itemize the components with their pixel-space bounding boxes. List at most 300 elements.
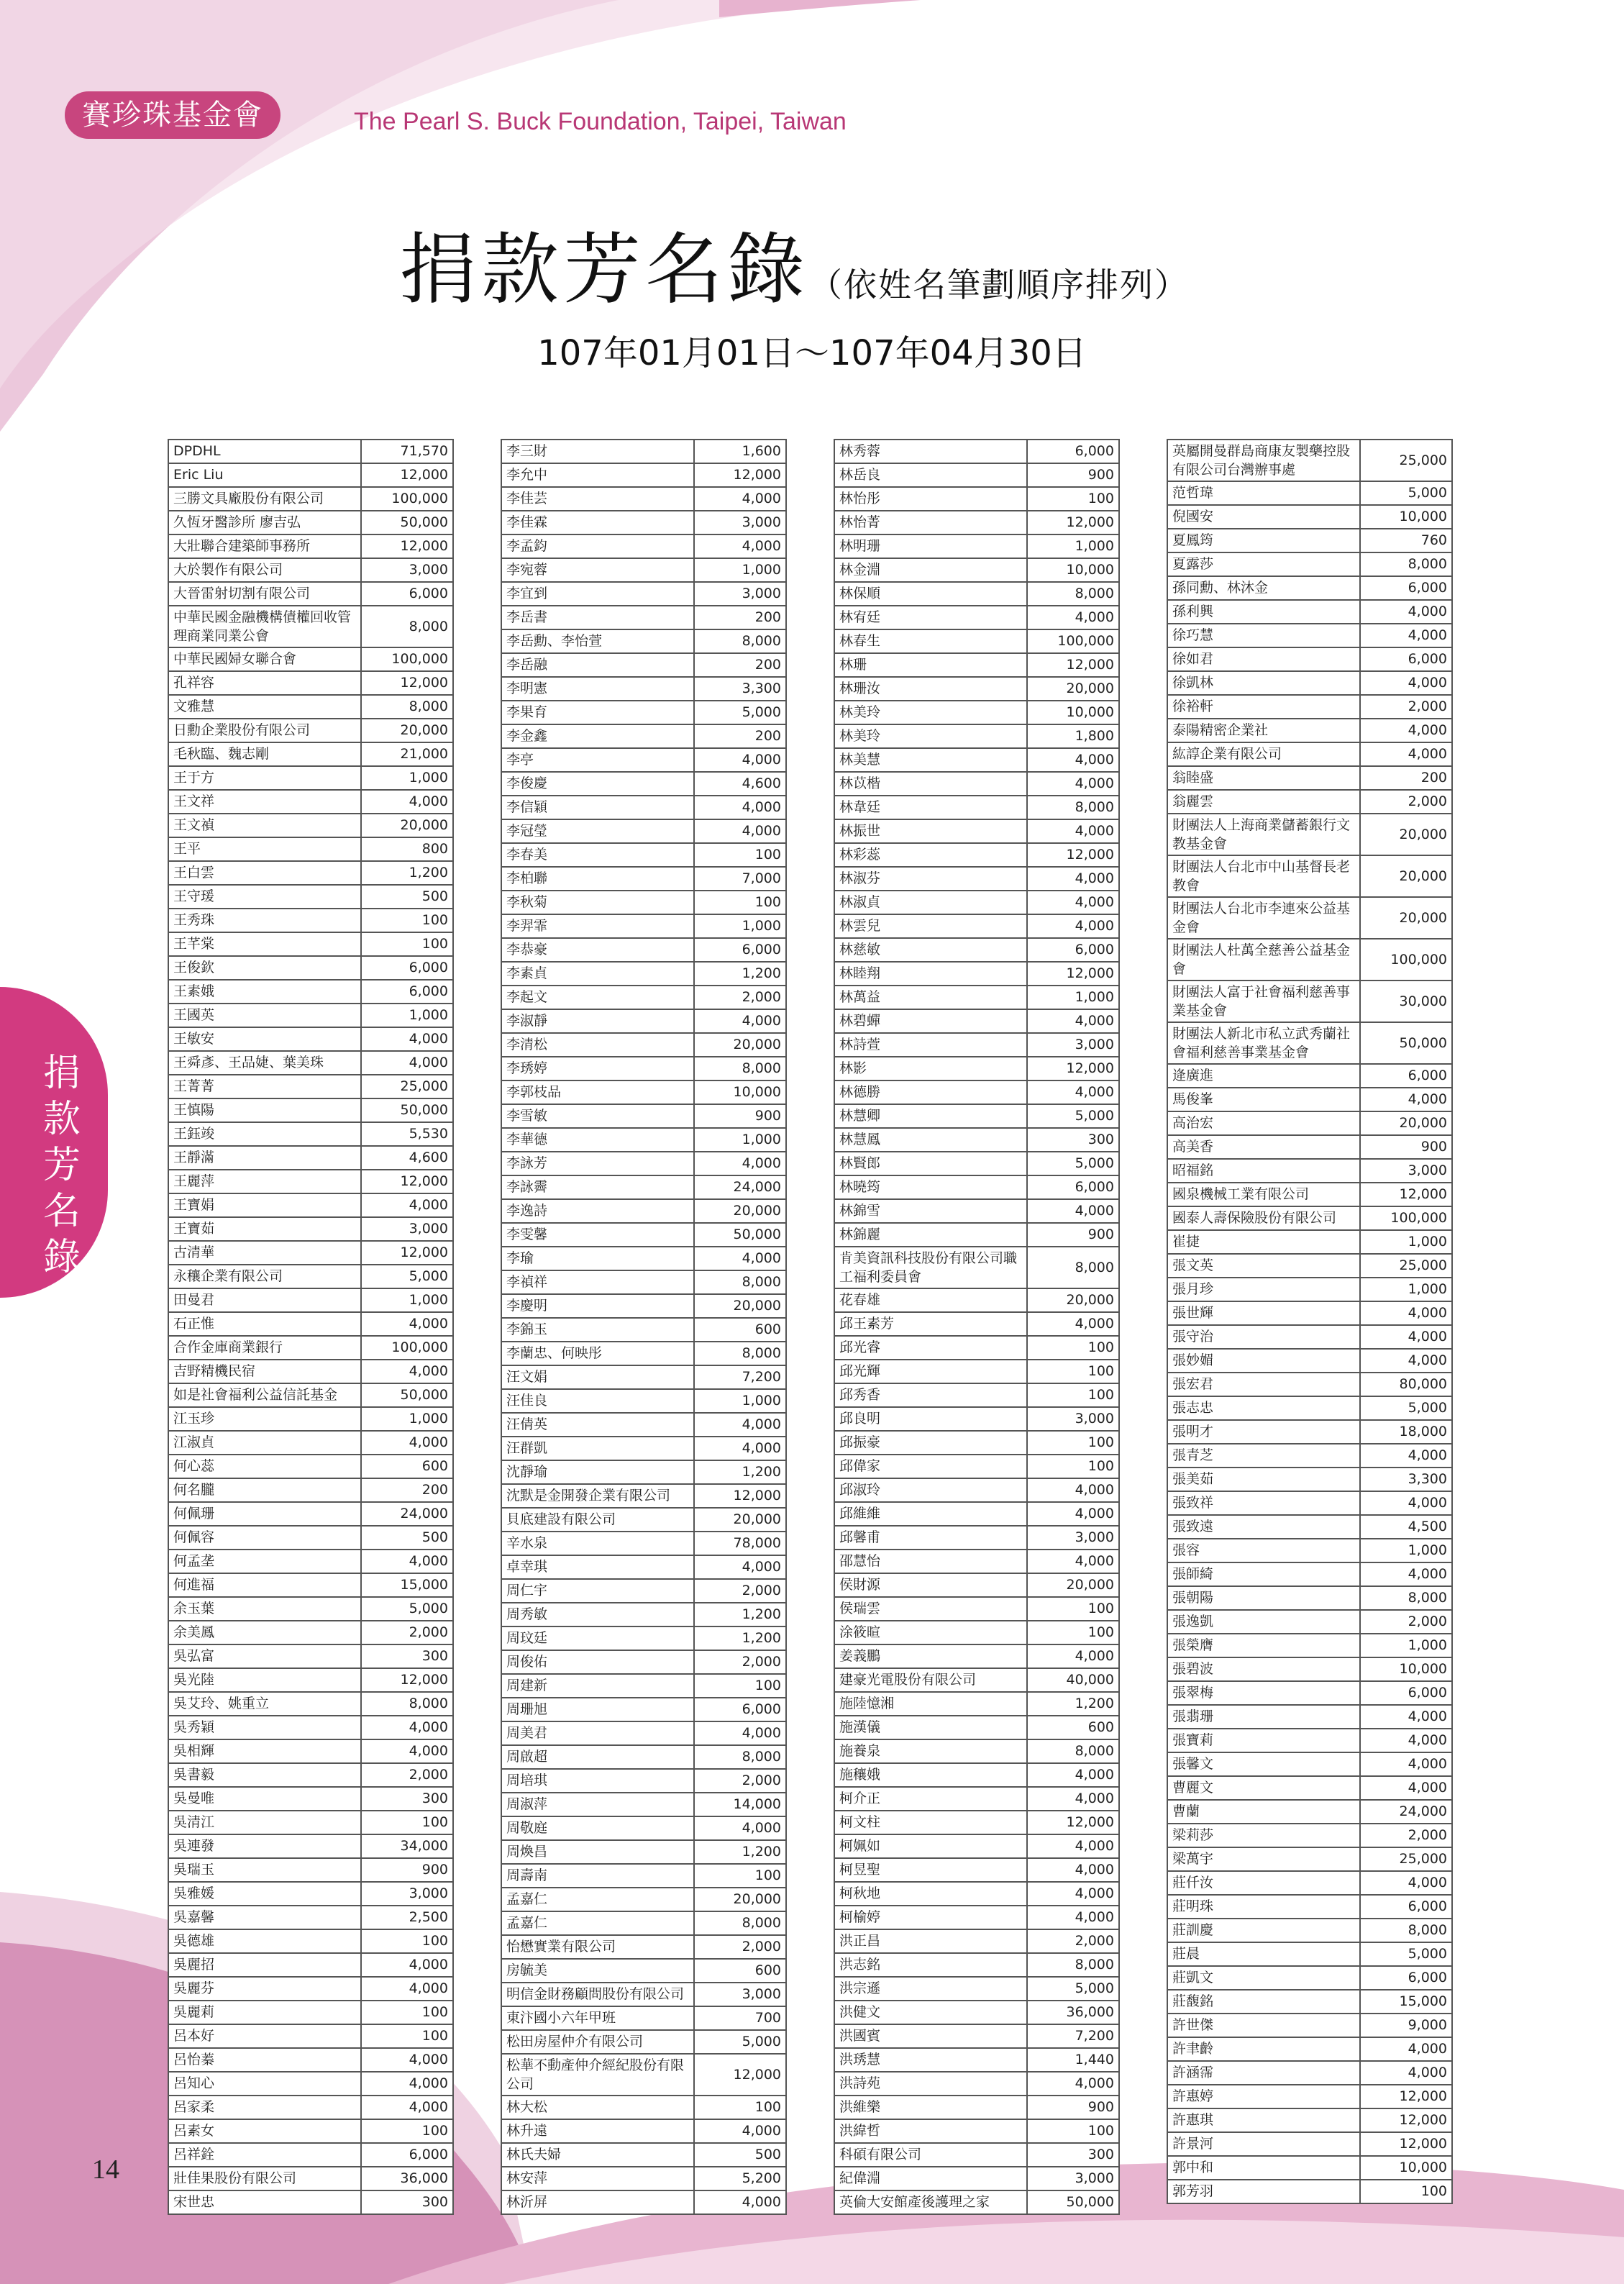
donor-name: 林淑芬 (835, 868, 1028, 890)
donor-name: 王菁菁 (169, 1075, 362, 1098)
donor-name: 余玉葉 (169, 1598, 362, 1620)
donor-row (835, 986, 1118, 1010)
donor-row (502, 963, 785, 986)
donor-row (835, 1716, 1118, 1740)
donor-name: 合作金庫商業銀行 (169, 1337, 362, 1359)
donation-amount: 100 (1420, 2183, 1447, 2199)
donor-row (502, 939, 785, 963)
donor-row (1168, 767, 1451, 791)
donation-amount: 600 (754, 1321, 781, 1337)
donor-name: 張朝陽 (1168, 1587, 1361, 1609)
donor-row (502, 464, 785, 488)
donor-row (1168, 1943, 1451, 1967)
donation-amount: 900 (754, 1108, 781, 1124)
donor-name: 張致遠 (1168, 1516, 1361, 1538)
donor-name: 張世輝 (1168, 1302, 1361, 1324)
donation-amount: 800 (421, 841, 448, 857)
donor-row (502, 583, 785, 606)
donor-name: 吳德雄 (169, 1930, 362, 1952)
donor-row (835, 1247, 1118, 1289)
donation-amount: 4,000 (1408, 1091, 1447, 1107)
donation-amount: 5,000 (742, 704, 781, 720)
donation-amount: 200 (1420, 770, 1447, 786)
donor-row (835, 1574, 1118, 1598)
donation-amount: 4,000 (1075, 2075, 1114, 2091)
donor-name: 花春雄 (835, 1289, 1028, 1311)
donation-amount: 4,000 (1075, 752, 1114, 768)
donation-amount: 20,000 (400, 817, 448, 833)
donation-amount: 2,000 (742, 1773, 781, 1788)
donor-row (502, 1675, 785, 1698)
donor-row (1168, 814, 1451, 856)
donor-name: 王于方 (169, 767, 362, 789)
donor-row (502, 1129, 785, 1152)
donation-amount: 300 (1087, 2147, 1114, 2162)
donation-amount: 12,000 (400, 675, 448, 691)
donation-amount: 15,000 (1399, 1993, 1447, 2009)
donation-amount: 1,000 (1075, 989, 1114, 1005)
donation-amount: 100 (421, 2004, 448, 2020)
donation-amount: 8,000 (1075, 1260, 1114, 1275)
donor-row (835, 1360, 1118, 1384)
donor-name: 李明憲 (502, 678, 695, 700)
donor-name: 李金鑫 (502, 725, 695, 747)
donation-amount: 4,000 (409, 2099, 448, 2115)
donor-row (502, 1414, 785, 1437)
donation-amount: 4,000 (409, 1719, 448, 1735)
donation-amount: 1,200 (742, 1464, 781, 1480)
donation-amount: 4,000 (1075, 1203, 1114, 1219)
donor-name: 李宛蓉 (502, 559, 695, 581)
donor-name: 吳相輝 (169, 1740, 362, 1762)
donor-row (502, 915, 785, 939)
donor-name: 高美香 (1168, 1136, 1361, 1158)
donor-name: 江玉珍 (169, 1408, 362, 1430)
donor-name: 三勝文具廠股份有限公司 (169, 488, 362, 510)
donor-row (169, 1099, 452, 1123)
donor-name: 吳書毅 (169, 1764, 362, 1786)
donor-row (1168, 1350, 1451, 1373)
donation-amount: 4,000 (1408, 627, 1447, 643)
donor-name: 李瑜 (502, 1247, 695, 1270)
donor-row (169, 488, 452, 511)
donor-name: 吳連發 (169, 1835, 362, 1857)
donation-amount: 300 (421, 1791, 448, 1806)
donor-row (1168, 1444, 1451, 1468)
donation-amount: 100,000 (1390, 1210, 1447, 1226)
donor-name: 林詩萱 (835, 1034, 1028, 1056)
donation-amount: 12,000 (400, 1173, 448, 1189)
donor-name: 林彩蕊 (835, 844, 1028, 866)
donor-name: 科碩有限公司 (835, 2144, 1028, 2166)
donation-amount: 36,000 (400, 2170, 448, 2186)
donor-row (169, 1669, 452, 1693)
donor-column-4 (1167, 439, 1453, 2204)
donation-amount: 100 (421, 1933, 448, 1949)
donor-name: 林雲兒 (835, 915, 1028, 937)
donation-amount: 4,000 (1408, 1875, 1447, 1891)
donor-name: 莊明珠 (1168, 1896, 1361, 1918)
donation-amount: 2,000 (409, 1767, 448, 1783)
donor-row (835, 1669, 1118, 1693)
donation-amount: 600 (754, 1962, 781, 1978)
donor-row (169, 1123, 452, 1147)
donor-name: 李亭 (502, 749, 695, 771)
donor-name: 洪國賓 (835, 2025, 1028, 2047)
donor-row (502, 678, 785, 701)
donor-name: 李冠瑩 (502, 820, 695, 842)
donor-name: 李柏聯 (502, 868, 695, 890)
donor-name: 李岳勳、李怡萱 (502, 630, 695, 652)
donor-row (169, 743, 452, 767)
donor-row (169, 1574, 452, 1598)
donor-name: 王靜滿 (169, 1147, 362, 1169)
donor-row (169, 535, 452, 559)
donor-name: 周玟廷 (502, 1627, 695, 1650)
donation-amount: 4,000 (742, 1559, 781, 1575)
donor-name: 大於製作有限公司 (169, 559, 362, 581)
donation-amount: 100 (421, 2123, 448, 2139)
donor-name: 洪緯哲 (835, 2120, 1028, 2142)
donor-name: 許惠婷 (1168, 2085, 1361, 2108)
donor-name: 王麗萍 (169, 1170, 362, 1193)
donor-name: 翁麗雲 (1168, 791, 1361, 813)
donor-name: 李春美 (502, 844, 695, 866)
donor-row (1168, 1990, 1451, 2014)
donation-amount: 8,000 (1408, 556, 1447, 572)
donor-row (169, 1645, 452, 1669)
donation-amount: 8,000 (1075, 586, 1114, 601)
donor-name: 李錦玉 (502, 1319, 695, 1341)
donor-row (835, 1764, 1118, 1788)
donor-row (835, 1645, 1118, 1669)
donor-name: 呂怡蓁 (169, 2049, 362, 2071)
donor-name: 李恭豪 (502, 939, 695, 961)
org-badge: 賽珍珠基金會 (65, 91, 280, 139)
donor-row (169, 1052, 452, 1075)
donation-amount: 5,530 (409, 1126, 448, 1142)
donor-row (169, 909, 452, 933)
page-title (399, 207, 1189, 319)
donor-row (169, 672, 452, 696)
donor-row (1168, 2109, 1451, 2133)
donor-row (502, 820, 785, 844)
donor-row (502, 1366, 785, 1390)
donor-row (169, 719, 452, 743)
donor-name: 呂知心 (169, 2073, 362, 2095)
donation-amount: 4,000 (742, 1820, 781, 1836)
donor-name: 李孟鈞 (502, 535, 695, 558)
donor-row (502, 1651, 785, 1675)
donation-amount: 12,000 (1399, 2112, 1447, 2128)
donation-amount: 500 (421, 1529, 448, 1545)
donor-name: 柯昱聖 (835, 1859, 1028, 1881)
donor-name: 孟嘉仁 (502, 1912, 695, 1934)
donor-row (169, 559, 452, 583)
donor-name: 邱秀香 (835, 1384, 1028, 1406)
donor-row (1168, 2133, 1451, 2157)
donation-amount: 300 (421, 2194, 448, 2210)
donor-name: 李禎祥 (502, 1271, 695, 1293)
donation-amount: 5,000 (742, 2034, 781, 2049)
donor-name: 文雅慧 (169, 696, 362, 718)
donor-name: 王白雲 (169, 862, 362, 884)
donation-amount: 4,000 (1075, 870, 1114, 886)
donor-row (169, 1384, 452, 1408)
donor-row (502, 1960, 785, 1983)
donor-name: 周壽南 (502, 1865, 695, 1887)
donor-name: 林大松 (502, 2096, 695, 2119)
donor-name: 張明才 (1168, 1421, 1361, 1443)
donor-row (835, 820, 1118, 844)
donor-row (835, 559, 1118, 583)
donation-amount: 3,000 (742, 586, 781, 601)
donor-name: 張致祥 (1168, 1492, 1361, 1514)
donation-amount: 8,000 (1408, 1590, 1447, 1606)
donor-row (502, 1936, 785, 1960)
donor-row (1168, 1587, 1451, 1611)
donor-row (502, 1627, 785, 1651)
donor-row (835, 1455, 1118, 1479)
donor-name: 林慧卿 (835, 1105, 1028, 1127)
donation-amount: 4,000 (1075, 1553, 1114, 1569)
donor-row (1168, 2062, 1451, 2085)
donation-amount: 20,000 (733, 1511, 781, 1527)
donation-amount: 25,000 (1399, 1851, 1447, 1867)
donor-name: 王守瑗 (169, 886, 362, 908)
donor-row (1168, 1207, 1451, 1231)
donor-row (169, 791, 452, 814)
donor-row (502, 1152, 785, 1176)
donor-row (169, 583, 452, 606)
donor-row (169, 1550, 452, 1574)
donor-row (835, 1693, 1118, 1716)
donation-amount: 100 (754, 1678, 781, 1693)
donor-name: 邱維維 (835, 1503, 1028, 1525)
donor-row (169, 2120, 452, 2144)
donor-name: 柯榆婷 (835, 1906, 1028, 1929)
donor-name: 周啟超 (502, 1746, 695, 1768)
donation-amount: 2,000 (742, 1583, 781, 1598)
donor-name: 國泉機械工業有限公司 (1168, 1183, 1361, 1206)
donor-name: 日勳企業股份有限公司 (169, 719, 362, 742)
donor-name: 李羿霏 (502, 915, 695, 937)
donation-amount: 100 (1087, 1624, 1114, 1640)
donation-amount: 12,000 (400, 1245, 448, 1260)
donation-amount: 3,000 (1075, 1411, 1114, 1427)
donor-row (835, 891, 1118, 915)
donation-amount: 12,000 (400, 467, 448, 483)
donation-amount: 20,000 (400, 722, 448, 738)
donor-name: 肯美資訊科技股份有限公司職工福利委員會 (835, 1247, 1028, 1288)
donation-amount: 6,000 (1408, 1068, 1447, 1083)
donor-row (502, 1247, 785, 1271)
donor-name: 張師綺 (1168, 1563, 1361, 1585)
donor-name: 汪文娟 (502, 1366, 695, 1388)
donor-name: DPDHL (169, 440, 362, 463)
donor-name: 邱馨甫 (835, 1527, 1028, 1549)
donor-row (169, 1906, 452, 1930)
donation-amount: 4,000 (1075, 1838, 1114, 1854)
donation-amount: 100,000 (1390, 952, 1447, 968)
donor-row (1168, 743, 1451, 767)
donor-name: 柯姵如 (835, 1835, 1028, 1857)
donor-name: 林秀蓉 (835, 440, 1028, 463)
donor-row (502, 749, 785, 773)
donation-amount: 12,000 (1066, 847, 1114, 863)
donor-row (835, 1740, 1118, 1764)
donor-name: 張守治 (1168, 1326, 1361, 1348)
donor-name: 邱淑玲 (835, 1479, 1028, 1501)
donor-row (1168, 1112, 1451, 1136)
donor-name: 田曼君 (169, 1289, 362, 1311)
donor-name: 周淑萍 (502, 1793, 695, 1816)
donation-amount: 1,200 (1075, 1696, 1114, 1711)
donation-amount: 4,000 (1408, 1756, 1447, 1772)
donor-row (169, 696, 452, 719)
donation-amount: 4,000 (1408, 2065, 1447, 2080)
donor-name: 吳艾玲、姚重立 (169, 1693, 362, 1715)
donor-row (169, 814, 452, 838)
donor-name: 永穰企業有限公司 (169, 1265, 362, 1288)
donation-amount: 100 (754, 1867, 781, 1883)
donation-amount: 12,000 (400, 538, 448, 554)
donation-amount: 5,000 (409, 1268, 448, 1284)
donation-amount: 24,000 (1399, 1803, 1447, 1819)
donor-row (1168, 553, 1451, 577)
donation-amount: 100 (1087, 1458, 1114, 1474)
donor-name: 林睦翔 (835, 963, 1028, 985)
donation-amount: 5,000 (1075, 1108, 1114, 1124)
donor-row (835, 773, 1118, 796)
donor-name: 林錦雪 (835, 1200, 1028, 1222)
donation-amount: 20,000 (733, 1203, 781, 1219)
donor-row (835, 725, 1118, 749)
donor-row (835, 1152, 1118, 1176)
donation-amount: 20,000 (733, 1037, 781, 1052)
donor-row (1168, 696, 1451, 719)
donation-amount: 4,000 (409, 1197, 448, 1213)
donor-name: 呂祥銓 (169, 2144, 362, 2166)
donation-amount: 4,000 (1408, 722, 1447, 738)
donor-column-3 (834, 439, 1120, 2215)
donation-amount: 5,200 (742, 2170, 781, 2186)
donor-name: 莊晨 (1168, 1943, 1361, 1965)
donor-row (502, 630, 785, 654)
donor-name: 林美玲 (835, 725, 1028, 747)
donor-row (502, 1509, 785, 1532)
donor-row (502, 773, 785, 796)
donation-amount: 12,000 (1066, 514, 1114, 530)
donor-row (502, 535, 785, 559)
donor-row (502, 2120, 785, 2144)
donation-amount: 4,000 (1075, 1506, 1114, 1521)
donor-name: 江淑貞 (169, 1432, 362, 1454)
donor-name: 林氏夫婦 (502, 2144, 695, 2166)
donor-row (835, 1432, 1118, 1455)
donor-name: 王芊棠 (169, 933, 362, 955)
donor-name: 曹蘭 (1168, 1801, 1361, 1823)
donation-amount: 1,440 (1075, 2052, 1114, 2067)
donor-row (169, 957, 452, 981)
donation-amount: 2,000 (409, 1624, 448, 1640)
donor-row (835, 1313, 1118, 1337)
donation-amount: 200 (421, 1482, 448, 1498)
donation-amount: 8,000 (409, 699, 448, 714)
donation-amount: 12,000 (733, 467, 781, 483)
donation-amount: 3,000 (409, 1221, 448, 1237)
donor-name: 施陸憶湘 (835, 1693, 1028, 1715)
donor-name: 呂家柔 (169, 2096, 362, 2119)
donor-row (1168, 1231, 1451, 1255)
donation-amount: 12,000 (1066, 965, 1114, 981)
donor-row (169, 1527, 452, 1550)
donation-amount: 900 (1420, 1139, 1447, 1155)
donation-amount: 50,000 (400, 1387, 448, 1403)
donor-row (169, 1455, 452, 1479)
donation-amount: 4,000 (1408, 1305, 1447, 1321)
donor-row (835, 1081, 1118, 1105)
donation-amount: 1,000 (742, 1393, 781, 1409)
donation-amount: 100,000 (391, 651, 448, 667)
donor-row (502, 1319, 785, 1342)
donation-amount: 10,000 (733, 1084, 781, 1100)
donation-amount: 300 (1087, 1132, 1114, 1147)
donation-amount: 12,000 (1399, 1186, 1447, 1202)
donation-amount: 500 (421, 888, 448, 904)
donation-amount: 2,000 (1408, 699, 1447, 714)
donation-amount: 4,000 (742, 1725, 781, 1741)
donor-name: 何心蕊 (169, 1455, 362, 1478)
donor-row (1168, 2180, 1451, 2204)
donor-row (835, 1129, 1118, 1152)
donation-amount: 4,600 (742, 775, 781, 791)
page-number: 14 (92, 2155, 119, 2185)
donation-amount: 20,000 (1399, 1115, 1447, 1131)
donor-row (169, 1621, 452, 1645)
donor-row (502, 1865, 785, 1888)
donor-name: 許世傑 (1168, 2014, 1361, 2037)
donor-name: 徐凱林 (1168, 672, 1361, 694)
donor-name: 吳曼唯 (169, 1788, 362, 1810)
donor-row (169, 1170, 452, 1194)
donor-row (502, 440, 785, 464)
donor-row (835, 678, 1118, 701)
donor-name: 中華民國婦女聯合會 (169, 648, 362, 670)
donor-row (1168, 1023, 1451, 1065)
donor-row (835, 844, 1118, 868)
donor-name: 周秀敏 (502, 1603, 695, 1626)
donation-amount: 100,000 (1057, 633, 1114, 649)
donor-name: 林曉筠 (835, 1176, 1028, 1198)
donation-amount: 4,000 (1075, 894, 1114, 910)
donation-amount: 100,000 (391, 1339, 448, 1355)
donor-row (835, 1978, 1118, 2001)
donor-row (835, 2144, 1118, 2167)
donor-row (835, 1384, 1118, 1408)
donor-name: 東汴國小六年甲班 (502, 2007, 695, 2029)
donation-amount: 20,000 (733, 1891, 781, 1907)
donor-name: 李岳書 (502, 606, 695, 629)
donation-amount: 20,000 (1066, 681, 1114, 696)
donor-row (169, 1716, 452, 1740)
donor-name: 張馨文 (1168, 1753, 1361, 1775)
donor-name: 林金淵 (835, 559, 1028, 581)
donor-name: 張美茹 (1168, 1468, 1361, 1491)
donor-name: 國泰人壽保險股份有限公司 (1168, 1207, 1361, 1229)
donor-row (1168, 2157, 1451, 2180)
donation-amount: 12,000 (1399, 2088, 1447, 2104)
